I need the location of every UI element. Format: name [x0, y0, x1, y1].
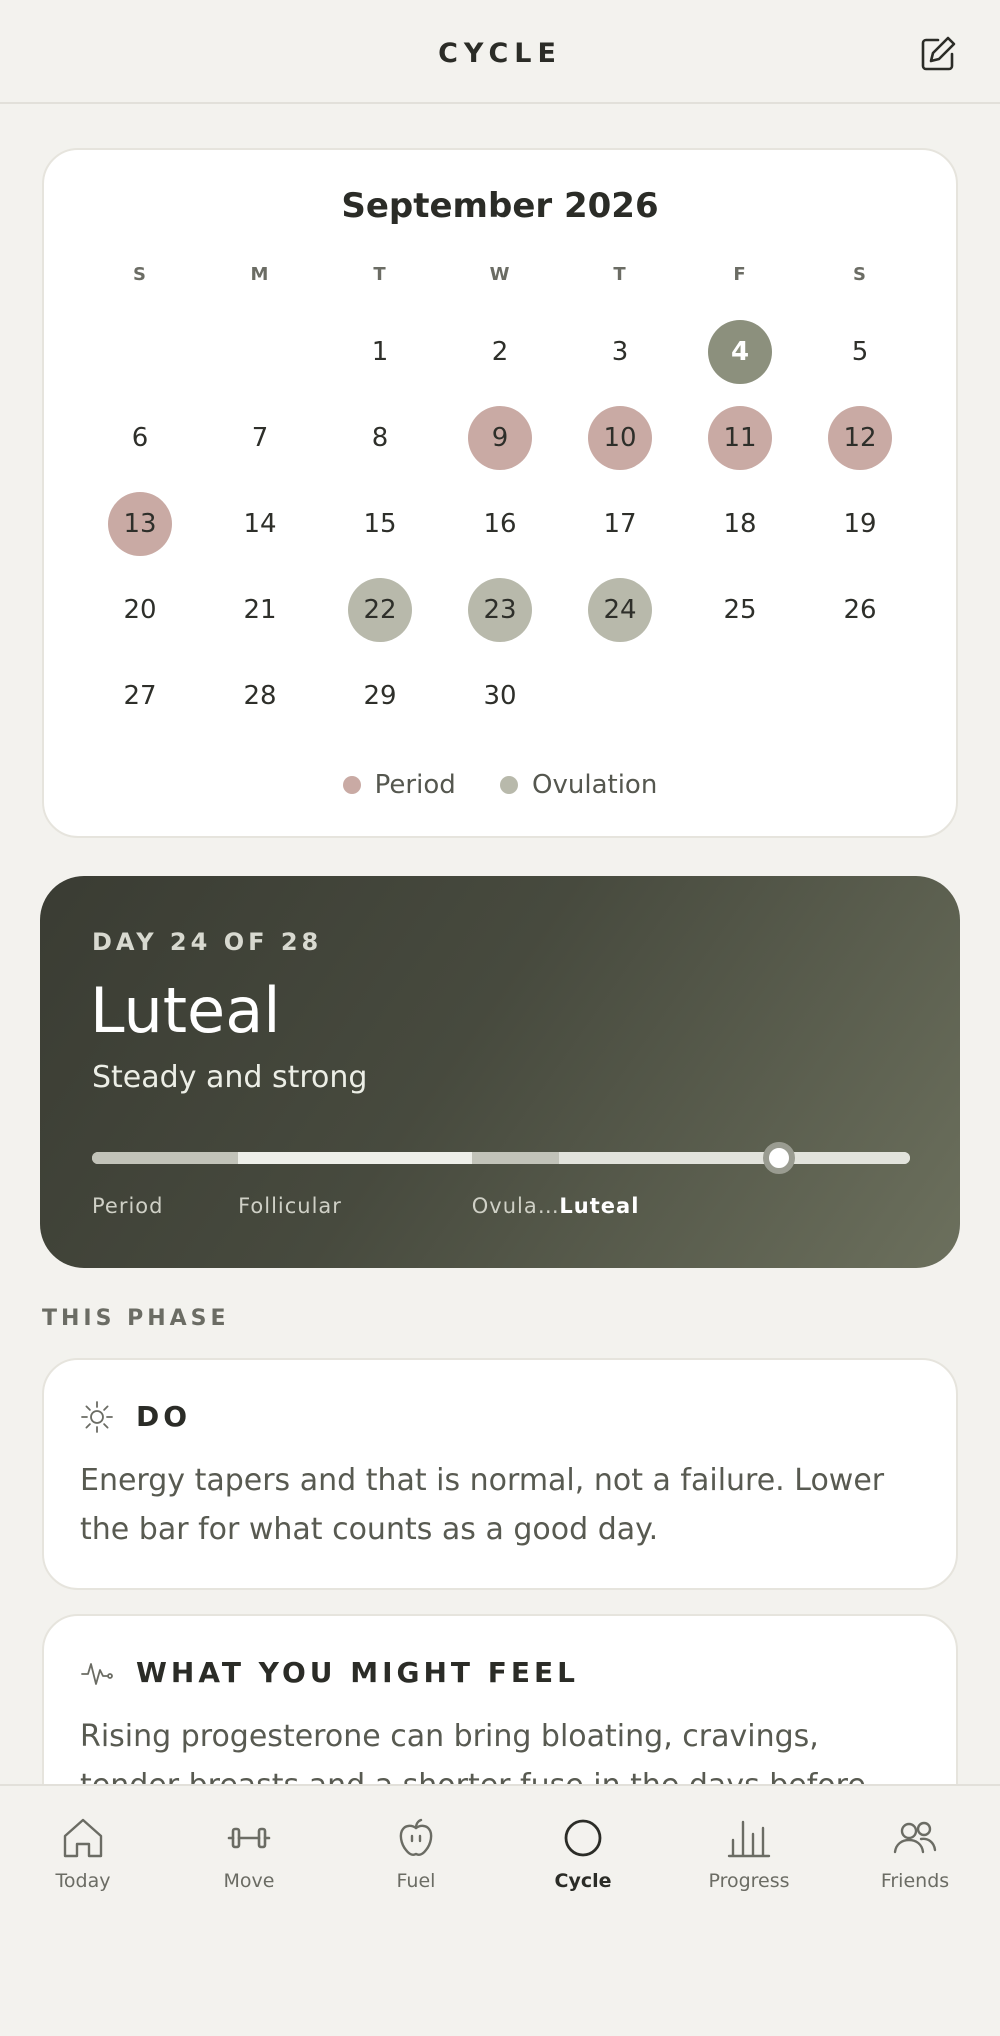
calendar-month-title: September 2026	[341, 186, 659, 226]
weekday-label: W	[489, 264, 511, 285]
period-dot	[343, 776, 361, 794]
calendar-day[interactable]: 1	[371, 337, 389, 367]
legend-ovulation-label: Ovulation	[532, 770, 658, 800]
nav-tab-label: Progress	[708, 1870, 790, 1892]
nav-tab-cycle[interactable]	[500, 1814, 666, 1892]
weekday-label: T	[373, 264, 387, 285]
phase-progress-knob	[763, 1142, 795, 1174]
weekday-label: S	[133, 264, 147, 285]
edit-icon[interactable]	[918, 34, 958, 74]
calendar-day[interactable]: 5	[851, 337, 869, 367]
top-bar	[0, 0, 1000, 104]
calendar-card	[42, 148, 958, 838]
ovulation-dot	[500, 776, 518, 794]
calendar-day[interactable]: 16	[483, 509, 517, 539]
calendar-day[interactable]: 17	[603, 509, 637, 539]
calendar-day[interactable]: 6	[131, 423, 149, 453]
phase-segment	[92, 1152, 238, 1164]
people-icon	[891, 1814, 939, 1862]
bottom-nav	[0, 1784, 1000, 2036]
calendar-day[interactable]: 26	[843, 595, 877, 625]
phase-segment	[559, 1152, 910, 1164]
nav-tab-label: Fuel	[396, 1870, 436, 1892]
home-icon	[59, 1814, 107, 1862]
calendar-day[interactable]: 30	[483, 681, 517, 711]
calendar-day[interactable]: 4	[708, 320, 772, 384]
calendar-day[interactable]: 20	[123, 595, 157, 625]
legend-ovulation	[500, 770, 657, 800]
calendar-legend	[44, 770, 956, 810]
bar-chart-icon	[725, 1814, 773, 1862]
calendar-day[interactable]: 27	[123, 681, 157, 711]
phase-subtitle: Steady and strong	[92, 1060, 368, 1095]
nav-tab-label: Cycle	[554, 1870, 612, 1892]
phase-segment	[472, 1152, 560, 1164]
pulse-icon	[80, 1656, 114, 1690]
weekday-label: F	[733, 264, 747, 285]
calendar-day[interactable]: 7	[251, 423, 269, 453]
calendar-day[interactable]: 13	[108, 492, 172, 556]
tip-card-do	[42, 1358, 958, 1590]
calendar-day[interactable]: 21	[243, 595, 277, 625]
calendar-day[interactable]: 22	[348, 578, 412, 642]
phase-card	[40, 876, 960, 1268]
nav-tab-progress[interactable]	[666, 1814, 832, 1892]
calendar-day[interactable]: 3	[611, 337, 629, 367]
weekday-label: M	[250, 264, 270, 285]
weekday-label: S	[853, 264, 867, 285]
nav-tab-move[interactable]	[166, 1814, 332, 1892]
phase-segment	[238, 1152, 472, 1164]
calendar-day[interactable]: 14	[243, 509, 277, 539]
nav-tab-label: Friends	[880, 1870, 950, 1892]
dumbbell-icon	[225, 1814, 273, 1862]
nav-tab-label: Move	[223, 1870, 275, 1892]
calendar-day[interactable]: 18	[723, 509, 757, 539]
phase-segment-label: Luteal	[559, 1194, 640, 1218]
tip-body: Rising progesterone can bring bloating, cravings,	[80, 1719, 819, 1754]
calendar-day[interactable]: 19	[843, 509, 877, 539]
apple-icon	[392, 1814, 440, 1862]
legend-period	[343, 770, 456, 800]
weekday-label: T	[613, 264, 627, 285]
calendar-day[interactable]: 10	[588, 406, 652, 470]
calendar-day[interactable]: 15	[363, 509, 397, 539]
sun-icon	[80, 1400, 114, 1434]
page-title: CYCLE	[438, 38, 562, 69]
tip-heading: WHAT YOU MIGHT FEEL	[136, 1656, 579, 1689]
calendar-day[interactable]: 23	[468, 578, 532, 642]
phase-name: Luteal	[90, 974, 281, 1047]
legend-period-label: Period	[374, 770, 456, 800]
tip-heading: DO	[136, 1400, 192, 1433]
calendar-day[interactable]: 28	[243, 681, 277, 711]
calendar-day[interactable]: 11	[708, 406, 772, 470]
section-title: THIS PHASE	[42, 1306, 230, 1331]
calendar-day[interactable]: 29	[363, 681, 397, 711]
nav-tab-friends[interactable]	[832, 1814, 998, 1892]
nav-tab-fuel[interactable]	[333, 1814, 499, 1892]
calendar-day[interactable]: 8	[371, 423, 389, 453]
cycle-day-label: DAY 24 OF 28	[92, 928, 323, 956]
nav-tab-today[interactable]	[0, 1814, 166, 1892]
phase-segment-label: Period	[92, 1194, 164, 1218]
phase-segment-label: Follicular	[238, 1194, 342, 1218]
nav-tab-label: Today	[55, 1870, 111, 1892]
tip-body: Energy tapers and that is normal, not a failure. Lower the bar for what counts as a good day.	[80, 1463, 885, 1547]
calendar-day[interactable]: 9	[468, 406, 532, 470]
calendar-day[interactable]: 2	[491, 337, 509, 367]
circle-icon	[559, 1814, 607, 1862]
calendar-day[interactable]: 24	[588, 578, 652, 642]
phase-segment-label: Ovula…	[471, 1194, 560, 1218]
calendar-day[interactable]: 25	[723, 595, 757, 625]
calendar-day[interactable]: 12	[828, 406, 892, 470]
